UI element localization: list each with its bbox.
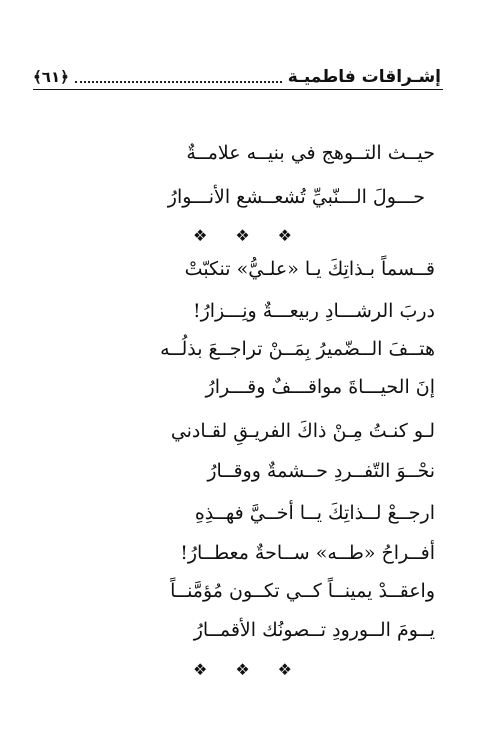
verse-line-4: دربَ الرشـــادِ ربيعـــةٌ ونِـــزارُ! <box>192 300 435 322</box>
header-dotted-leader <box>75 80 282 83</box>
separator-ornament: ❖ <box>235 226 264 245</box>
separator-ornament: ❖ <box>277 660 307 679</box>
verse-line-1: حيــث التــوهج في بنيــه علامــةٌ <box>186 142 435 164</box>
verse-line-5: هتــفَ الــضّميرُ بِمَــنْ تراجــعَ بذلُــه <box>160 338 435 360</box>
running-title: إشـراقات فاطميـة <box>287 67 441 87</box>
verse-separator <box>0 226 485 246</box>
verse-line-7: لـو كنـتُ مِـنْ ذاكَ الفريـقِ لقـادني <box>170 420 435 442</box>
verse-line-11: واعقــدْ يمينــاً كــي تكــون مُؤمَّنــاً <box>170 580 435 602</box>
header-rule <box>33 89 443 90</box>
verse-line-12: يــومَ الــورودِ تــصونُك الأقمــارُ <box>193 619 435 641</box>
verse-line-3: قــسماً بـذاتِكَ يـا «علـيُّ» تنكبّتْ <box>184 258 435 280</box>
separator-ornament: ❖ <box>277 226 307 245</box>
verse-line-6: إنَ الحيـــاةَ مواقـــفٌ وقـــرارُ <box>205 376 435 398</box>
page-number: ﴿٦١﴾ <box>33 68 69 86</box>
verse-line-10: أفــراحُ «طــه» ســاحةٌ معطــارُ! <box>180 542 435 564</box>
verse-line-8: نحْــوَ التّفــردِ حــشمةٌ ووقــارُ <box>207 460 435 482</box>
verse-line-9: ارجــعْ لــذاتِكَ يــا أخــيَّ فهــذِهِ <box>194 502 435 524</box>
separator-ornament: ❖ <box>192 660 222 679</box>
verse-line-2: حـــولَ الـــنّبيِّ تُشعــشع الأنـــوارُ <box>167 186 425 208</box>
separator-ornament: ❖ <box>235 660 264 679</box>
separator-ornament: ❖ <box>192 226 222 245</box>
closing-separator <box>0 660 485 680</box>
page-header <box>33 62 441 88</box>
